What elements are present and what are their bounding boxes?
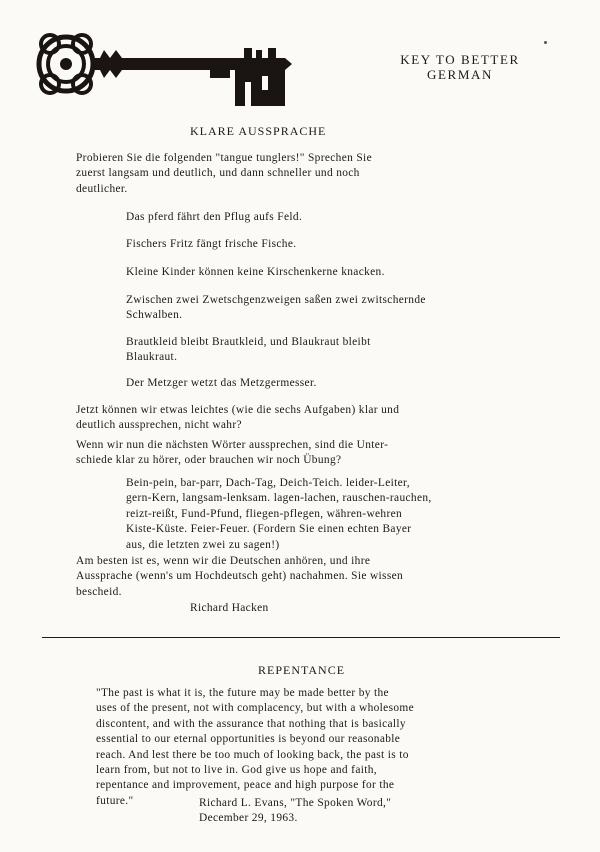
- skeleton-key-icon: [30, 22, 300, 110]
- paragraph-am-besten: Am besten ist es, wenn wir die Deutschen anhören, und ihre Aussprache (wenn's um Hochdeutsch geht) nachahmen. Sie wissen bescheid.: [76, 555, 404, 598]
- title-line-2: GERMAN: [427, 67, 493, 82]
- signature-hacken: Richard Hacken: [190, 602, 269, 614]
- attribution-line-2: December 29, 1963.: [199, 812, 298, 824]
- example-sentence-4: Zwischen zwei Zwetschgenzweigen saßen zwei zwitschernde Schwalben.: [126, 294, 426, 322]
- attribution-line-1: Richard L. Evans, "The Spoken Word,": [199, 797, 392, 809]
- document-title: [380, 52, 540, 82]
- example-sentence-5: Brautkleid bleibt Brautkleid, und Blaukraut bleibt Blaukraut.: [126, 336, 371, 364]
- example-sentence-6: Der Metzger wetzt das Metzgermesser.: [126, 377, 317, 389]
- section-heading-repentance: REPENTANCE: [258, 663, 346, 677]
- intro-paragraph: Probieren Sie die folgenden "tangue tunglers!" Sprechen Sie zuerst langsam und deutlich, und dann schneller und noch deutlicher.: [76, 152, 372, 195]
- example-sentence-3: Kleine Kinder können keine Kirschenkerne knacken.: [126, 266, 385, 278]
- section-heading-aussprache: KLARE AUSSPRACHE: [190, 124, 327, 138]
- section-divider: [42, 637, 560, 638]
- paragraph-wenn: Wenn wir nun die nächsten Wörter aussprechen, sind die Unter- schiede klar zu hörer, oder brauchen wir noch Übung?: [76, 439, 389, 467]
- title-line-1: KEY TO BETTER: [400, 52, 520, 67]
- paragraph-jetzt: Jetzt können wir etwas leichtes (wie die sechs Aufgaben) klar und deutlich aussprechen, nicht wahr?: [76, 404, 400, 432]
- example-sentence-1: Das pferd fährt den Pflug aufs Feld.: [126, 211, 303, 223]
- speck-mark: [544, 41, 547, 44]
- example-sentence-2: Fischers Fritz fängt frische Fische.: [126, 238, 297, 250]
- repentance-quote: "The past is what it is, the future may be made better by the uses of the present, not with complacency, but with a wholesome discontent, and with the assurance that nothing that is basically essential to our eternal opportunities is beyond our reasonable reach. And lest there be too much of looking back, the past is to learn from, but not to live in. God give us hope and faith, repentance and improvement, peace and high purpose for the future.": [96, 687, 415, 807]
- word-pairs-list: Bein-pein, bar-parr, Dach-Tag, Deich-Teich. leider-Leiter, gern-Kern, langsam-lenksam. lagen-lachen, rauschen-rauchen, reizt-reißt, Fund-Pfund, fliegen-pflegen, währen-wehren Kiste-Küste. Feier-Feuer. (Fordern Sie einen echten Bayer aus, die letzten zwei zu sagen!): [126, 477, 432, 551]
